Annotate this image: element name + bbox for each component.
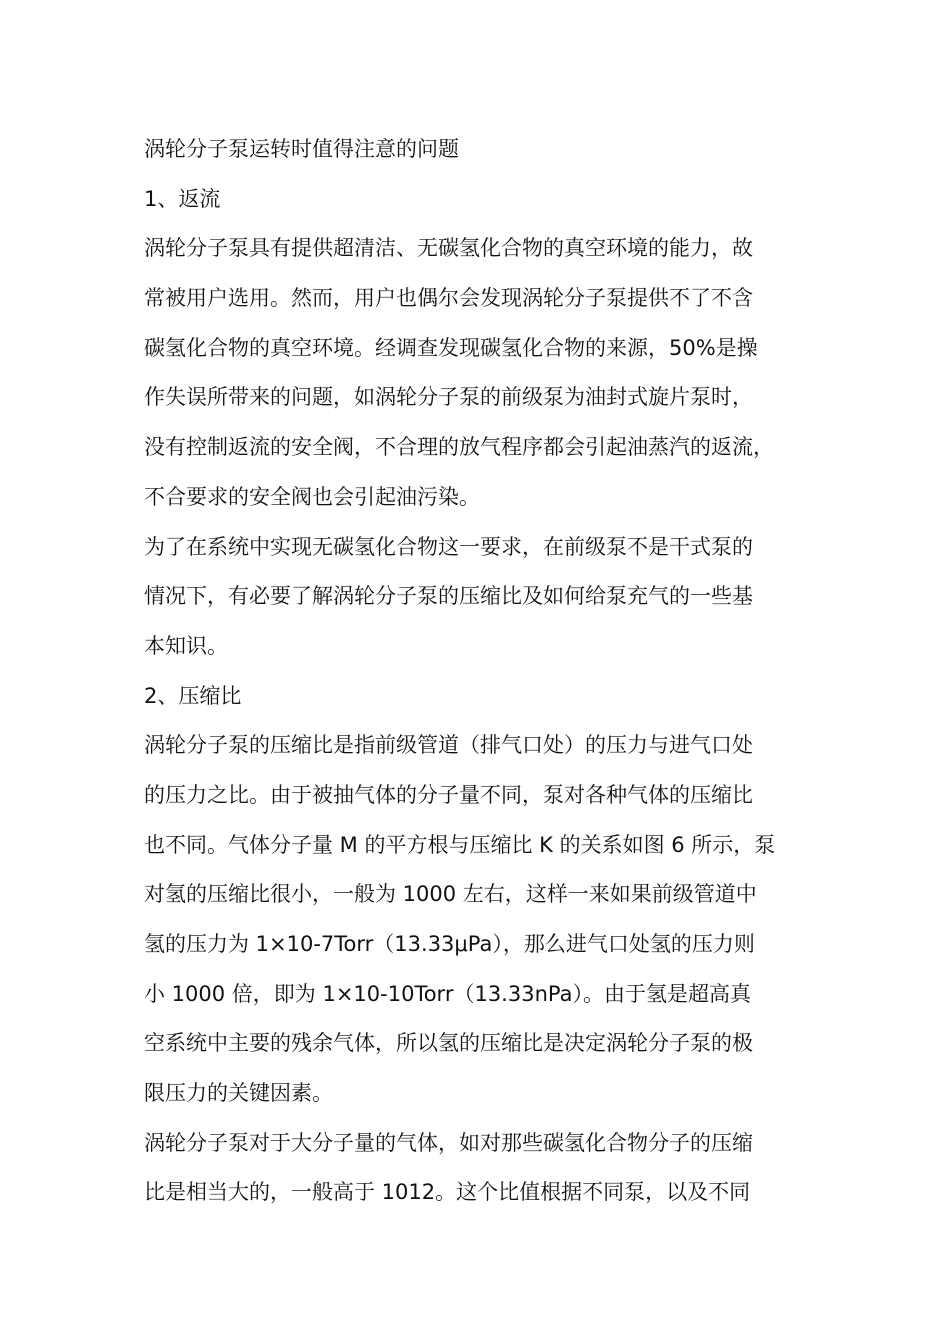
paragraph-line: 没有控制返流的安全阀，不合理的放气程序都会引起油蒸汽的返流， [144, 435, 774, 460]
paragraph-line: 空系统中主要的残余气体，所以氢的压缩比是决定涡轮分子泵的极 [144, 1031, 753, 1056]
paragraph-line: 不合要求的安全阀也会引起油污染。 [144, 484, 480, 509]
paragraph-line: 的压力之比。由于被抽气体的分子量不同，泵对各种气体的压缩比 [144, 782, 753, 807]
paragraph-line: 作失误所带来的问题，如涡轮分子泵的前级泵为油封式旋片泵时， [144, 385, 753, 410]
paragraph-line: 涡轮分子泵具有提供超清洁、无碳氢化合物的真空环境的能力，故 [144, 236, 753, 261]
section-heading-compression-ratio: 2、压缩比 [144, 683, 242, 708]
paragraph-line: 也不同。气体分子量 M 的平方根与压缩比 K 的关系如图 6 所示，泵 [144, 832, 776, 857]
paragraph-line: 本知识。 [144, 633, 228, 658]
section-heading-backflow: 1、返流 [144, 186, 221, 211]
paragraph-line: 限压力的关键因素。 [144, 1081, 333, 1106]
paragraph-line: 涡轮分子泵的压缩比是指前级管道（排气口处）的压力与进气口处 [144, 733, 753, 758]
document-body [144, 125, 834, 1218]
paragraph-line: 氢的压力为 1×10-7Torr（13.33μPa），那么进气口处氢的压力则 [144, 932, 755, 956]
paragraph-line: 比是相当大的，一般高于 1012。这个比值根据不同泵，以及不同 [144, 1180, 751, 1205]
paragraph-line: 情况下，有必要了解涡轮分子泵的压缩比及如何给泵充气的一些基 [144, 584, 753, 609]
document-title: 涡轮分子泵运转时值得注意的问题 [144, 137, 459, 161]
paragraph-line: 对氢的压缩比很小，一般为 1000 左右，这样一来如果前级管道中 [144, 882, 757, 907]
paragraph-line: 小 1000 倍，即为 1×10-10Torr（13.33nPa）。由于氢是超高真 [144, 981, 751, 1006]
paragraph-line: 涡轮分子泵对于大分子量的气体，如对那些碳氢化合物分子的压缩 [144, 1130, 753, 1155]
paragraph-line: 碳氢化合物的真空环境。经调查发现碳氢化合物的来源，50%是操 [144, 335, 758, 360]
paragraph-line: 常被用户选用。然而，用户也偶尔会发现涡轮分子泵提供不了不含 [144, 286, 753, 311]
paragraph-line: 为了在系统中实现无碳氢化合物这一要求，在前级泵不是干式泵的 [144, 534, 753, 559]
